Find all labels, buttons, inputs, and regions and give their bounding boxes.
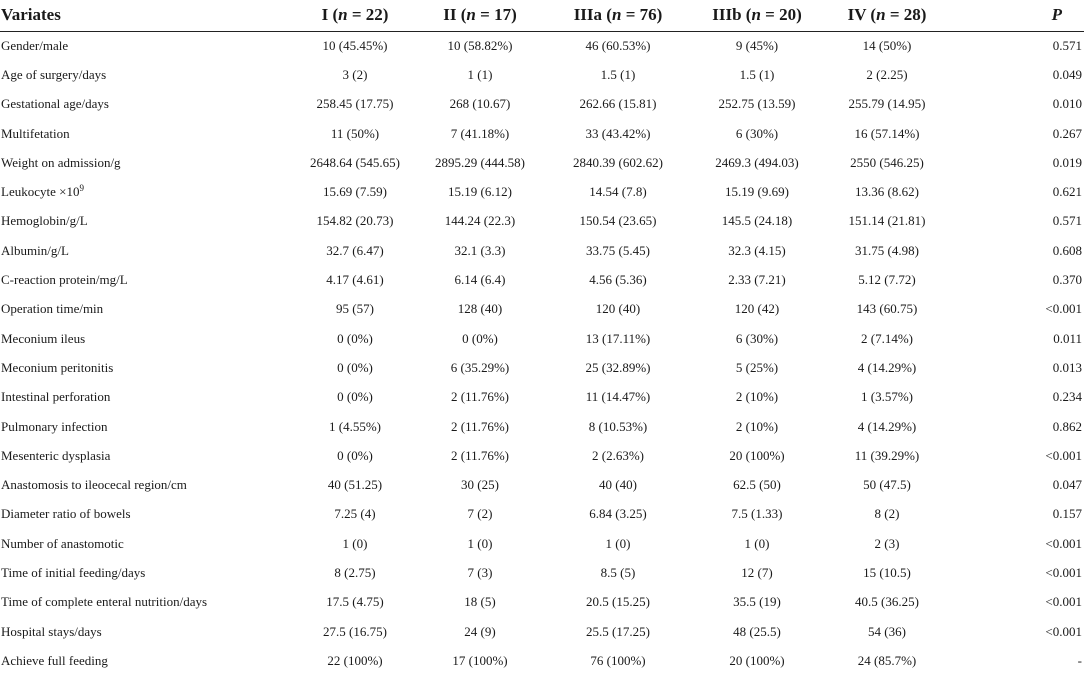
group-4-value: 6 (30%) xyxy=(735,125,779,141)
group-3-value: 2840.39 (602.62) xyxy=(573,154,663,170)
group-5-value: 5.12 (7.72) xyxy=(858,272,916,288)
variate-name-cell xyxy=(0,295,294,324)
group-5-value: 13.36 (8.62) xyxy=(855,184,919,200)
group-1-value: 22 (100%) xyxy=(327,652,383,668)
group-1-value: 27.5 (16.75) xyxy=(323,623,387,639)
header-variates: Variates xyxy=(0,0,294,31)
group-5-value: 2550 (546.25) xyxy=(850,154,924,170)
variate-name: Hospital stays/days xyxy=(1,623,102,639)
group-2-value: 10 (58.82%) xyxy=(447,37,513,53)
group-1-value: 4.17 (4.61) xyxy=(326,272,384,288)
variate-name-cell xyxy=(0,148,294,177)
group-3-value: 33.75 (5.45) xyxy=(586,242,650,258)
table-row xyxy=(0,588,1084,617)
group-2-value: 6 (35.29%) xyxy=(450,359,510,375)
group-4-value: 145.5 (24.18) xyxy=(721,213,793,229)
variate-name-cell xyxy=(0,646,294,675)
header-group-3: IIIa (n = 76) xyxy=(544,0,692,31)
group-3-value: 46 (60.53%) xyxy=(585,37,651,53)
table-row xyxy=(0,31,1084,60)
table-row xyxy=(0,353,1084,382)
header-group-1: I (n = 22) xyxy=(294,0,416,31)
group-1-value: 0 (0%) xyxy=(337,447,373,463)
variate-name: C-reaction protein/mg/L xyxy=(1,272,128,288)
variate-name: Diameter ratio of bowels xyxy=(1,506,131,522)
p-value: 0.234 xyxy=(1052,389,1082,405)
variate-name: Time of initial feeding/days xyxy=(1,564,146,580)
group-5-value: 15 (10.5) xyxy=(863,564,911,580)
group-5-value: 54 (36) xyxy=(868,623,906,639)
variate-name: Operation time/min xyxy=(1,301,104,317)
group-3-value: 8 (10.53%) xyxy=(588,418,648,434)
group-3-value: 25.5 (17.25) xyxy=(586,623,650,639)
group-3-value: 2 (2.63%) xyxy=(592,447,644,463)
group-4-value: 120 (42) xyxy=(734,301,780,317)
variate-name-cell xyxy=(0,90,294,119)
group-label: IIIa xyxy=(573,5,603,25)
group-2-value: 1 (1) xyxy=(467,66,493,82)
p-value: 0.267 xyxy=(1052,125,1082,141)
variate-name-cell xyxy=(0,31,294,60)
group-2-value: 2895.29 (444.58) xyxy=(435,154,525,170)
group-4-value: 5 (25%) xyxy=(735,359,779,375)
group-2-value: 1 (0) xyxy=(467,535,493,551)
group-5-value: 1 (3.57%) xyxy=(861,389,913,405)
group-1-value: 7.25 (4) xyxy=(334,506,376,522)
header-row xyxy=(0,0,1084,31)
variate-name-cell xyxy=(0,529,294,558)
variate-name: Meconium ileus xyxy=(1,330,86,346)
group-5-value: 2 (2.25) xyxy=(866,66,908,82)
variate-name: Albumin/g/L xyxy=(1,242,69,258)
n-symbol: n xyxy=(876,5,886,25)
table-row xyxy=(0,265,1084,294)
exponent: 9 xyxy=(79,183,84,194)
variate-name-cell xyxy=(0,177,294,206)
group-3-value: 120 (40) xyxy=(595,301,641,317)
group-4-value: 1 (0) xyxy=(744,535,770,551)
group-1-value: 8 (2.75) xyxy=(334,564,376,580)
group-3-value: 1.5 (1) xyxy=(600,66,636,82)
table-row xyxy=(0,119,1084,148)
group-1-value: 95 (57) xyxy=(336,301,374,317)
table-row xyxy=(0,558,1084,587)
group-1-value: 15.69 (7.59) xyxy=(323,184,387,200)
group-3-value: 8.5 (5) xyxy=(600,564,636,580)
variate-name: Hemoglobin/g/L xyxy=(1,213,88,229)
variate-name: Achieve full feeding xyxy=(1,652,108,668)
group-4-value: 2 (10%) xyxy=(735,418,779,434)
group-4-value: 12 (7) xyxy=(741,564,773,580)
variate-name-cell xyxy=(0,588,294,617)
p-value: <0.001 xyxy=(1045,535,1082,551)
variate-name: Weight on admission/g xyxy=(1,154,121,170)
p-value: 0.608 xyxy=(1052,242,1082,258)
group-3-value: 6.84 (3.25) xyxy=(589,506,647,522)
table-row xyxy=(0,441,1084,470)
group-1-value: 0 (0%) xyxy=(337,389,373,405)
group-1-value: 154.82 (20.73) xyxy=(316,213,394,229)
group-label: IIIb xyxy=(712,5,742,25)
p-value: 0.621 xyxy=(1052,184,1082,200)
n-symbol: n xyxy=(751,5,761,25)
p-value: <0.001 xyxy=(1045,564,1082,580)
group-1-value: 10 (45.45%) xyxy=(322,37,388,53)
group-4-value: 48 (25.5) xyxy=(733,623,781,639)
table-row xyxy=(0,148,1084,177)
p-value: <0.001 xyxy=(1045,447,1082,463)
group-n: 20 xyxy=(779,5,797,25)
group-n: 28 xyxy=(903,5,921,25)
group-5-value: 4 (14.29%) xyxy=(857,359,917,375)
group-4-value: 7.5 (1.33) xyxy=(731,506,783,522)
variate-name: Pulmonary infection xyxy=(1,418,108,434)
group-4-value: 1.5 (1) xyxy=(739,66,775,82)
table-header xyxy=(0,0,1084,31)
p-value: 0.010 xyxy=(1052,96,1082,112)
group-5-value: 16 (57.14%) xyxy=(854,125,920,141)
p-value: 0.049 xyxy=(1052,66,1082,82)
group-2-value: 2 (11.76%) xyxy=(450,447,509,463)
group-1-value: 3 (2) xyxy=(342,66,368,82)
header-p xyxy=(952,0,1084,31)
table-row xyxy=(0,90,1084,119)
group-5-value: 40.5 (36.25) xyxy=(855,594,919,610)
p-value: - xyxy=(1077,652,1082,668)
group-5-value: 8 (2) xyxy=(874,506,900,522)
variate-name-cell xyxy=(0,60,294,89)
table-row xyxy=(0,529,1084,558)
table-row xyxy=(0,295,1084,324)
group-1-value: 258.45 (17.75) xyxy=(316,96,394,112)
table-row xyxy=(0,60,1084,89)
variate-name-cell xyxy=(0,558,294,587)
p-value: 0.862 xyxy=(1052,418,1082,434)
variate-name-cell xyxy=(0,470,294,499)
group-5-value: 24 (85.7%) xyxy=(857,652,917,668)
group-4-value: 2.33 (7.21) xyxy=(728,272,786,288)
n-symbol: n xyxy=(338,5,348,25)
group-n: 22 xyxy=(365,5,383,25)
group-5-value: 14 (50%) xyxy=(862,37,912,53)
group-2-value: 144.24 (22.3) xyxy=(444,213,516,229)
group-3-value: 76 (100%) xyxy=(590,652,646,668)
header-group-4: IIIb (n = 20) xyxy=(692,0,822,31)
table-row xyxy=(0,324,1084,353)
group-1-value: 1 (4.55%) xyxy=(329,418,381,434)
table-row xyxy=(0,207,1084,236)
group-2-value: 7 (41.18%) xyxy=(450,125,510,141)
variate-name-cell xyxy=(0,500,294,529)
group-3-value: 13 (17.11%) xyxy=(585,330,651,346)
group-3-value: 150.54 (23.65) xyxy=(579,213,657,229)
table-body xyxy=(0,31,1084,676)
group-2-value: 24 (9) xyxy=(464,623,496,639)
group-2-value: 2 (11.76%) xyxy=(450,389,509,405)
variate-name: Intestinal perforation xyxy=(1,389,111,405)
table-row xyxy=(0,646,1084,675)
group-3-value: 25 (32.89%) xyxy=(585,359,651,375)
header-group-5: IV (n = 28) xyxy=(822,0,952,31)
group-4-value: 20 (100%) xyxy=(729,447,785,463)
group-3-value: 1 (0) xyxy=(605,535,631,551)
group-4-value: 62.5 (50) xyxy=(733,477,781,493)
p-value: 0.019 xyxy=(1052,154,1082,170)
group-4-value: 15.19 (9.69) xyxy=(725,184,789,200)
group-3-value: 14.54 (7.8) xyxy=(589,184,647,200)
group-n: 76 xyxy=(639,5,657,25)
group-3-value: 11 (14.47%) xyxy=(585,389,651,405)
p-value: <0.001 xyxy=(1045,594,1082,610)
variate-name-cell xyxy=(0,441,294,470)
group-label: I xyxy=(321,5,329,25)
group-5-value: 50 (47.5) xyxy=(863,477,911,493)
group-4-value: 9 (45%) xyxy=(735,37,779,53)
header-group-2: II (n = 17) xyxy=(416,0,544,31)
n-symbol: n xyxy=(466,5,476,25)
group-2-value: 17 (100%) xyxy=(452,652,508,668)
group-1-value: 2648.64 (545.65) xyxy=(310,154,400,170)
group-5-value: 2 (3) xyxy=(874,535,900,551)
group-3-value: 262.66 (15.81) xyxy=(579,96,657,112)
variate-name-cell xyxy=(0,617,294,646)
group-1-value: 11 (50%) xyxy=(330,125,380,141)
group-label: II xyxy=(443,5,457,25)
table-row xyxy=(0,383,1084,412)
variate-name-cell xyxy=(0,119,294,148)
variate-name: Mesenteric dysplasia xyxy=(1,447,111,463)
p-value: 0.157 xyxy=(1052,506,1082,522)
group-2-value: 7 (3) xyxy=(467,564,493,580)
p-value: 0.011 xyxy=(1053,330,1082,346)
group-1-value: 1 (0) xyxy=(342,535,368,551)
group-1-value: 0 (0%) xyxy=(337,330,373,346)
group-2-value: 18 (5) xyxy=(464,594,496,610)
group-4-value: 6 (30%) xyxy=(735,330,779,346)
variate-name: Gender/male xyxy=(1,37,69,53)
group-1-value: 17.5 (4.75) xyxy=(326,594,384,610)
variate-name: Age of surgery/days xyxy=(1,66,107,82)
group-4-value: 35.5 (19) xyxy=(733,594,781,610)
group-2-value: 6.14 (6.4) xyxy=(454,272,506,288)
p-symbol: P xyxy=(1051,5,1062,25)
group-3-value: 40 (40) xyxy=(599,477,637,493)
group-3-value: 4.56 (5.36) xyxy=(589,272,647,288)
group-4-value: 32.3 (4.15) xyxy=(728,242,786,258)
group-5-value: 143 (60.75) xyxy=(856,301,918,317)
table-row xyxy=(0,470,1084,499)
variate-name: Leukocyte ×10 xyxy=(1,184,80,200)
table-row xyxy=(0,500,1084,529)
group-5-value: 151.14 (21.81) xyxy=(848,213,926,229)
variate-name: Meconium peritonitis xyxy=(1,359,114,375)
group-2-value: 0 (0%) xyxy=(462,330,498,346)
group-2-value: 7 (2) xyxy=(467,506,493,522)
variate-name-cell xyxy=(0,265,294,294)
table-row xyxy=(0,412,1084,441)
table-row xyxy=(0,177,1084,206)
group-3-value: 20.5 (15.25) xyxy=(586,594,650,610)
variate-name-cell xyxy=(0,207,294,236)
n-symbol: n xyxy=(611,5,622,25)
group-4-value: 20 (100%) xyxy=(729,652,785,668)
group-2-value: 128 (40) xyxy=(457,301,503,317)
variate-name-cell xyxy=(0,236,294,265)
group-2-value: 2 (11.76%) xyxy=(450,418,509,434)
group-5-value: 4 (14.29%) xyxy=(857,418,917,434)
group-2-value: 32.1 (3.3) xyxy=(454,242,506,258)
variate-name-cell xyxy=(0,412,294,441)
group-5-value: 2 (7.14%) xyxy=(861,330,913,346)
p-value: <0.001 xyxy=(1045,623,1082,639)
variate-name: Time of complete enteral nutrition/days xyxy=(1,594,208,610)
group-1-value: 40 (51.25) xyxy=(327,477,383,493)
p-value: 0.571 xyxy=(1052,37,1082,53)
group-5-value: 255.79 (14.95) xyxy=(848,96,926,112)
group-3-value: 33 (43.42%) xyxy=(585,125,651,141)
variate-name-cell xyxy=(0,383,294,412)
group-4-value: 2 (10%) xyxy=(735,389,779,405)
group-1-value: 32.7 (6.47) xyxy=(326,242,384,258)
group-n: 17 xyxy=(494,5,512,25)
group-4-value: 252.75 (13.59) xyxy=(718,96,796,112)
variate-name: Anastomosis to ileocecal region/cm xyxy=(1,477,187,493)
p-value: <0.001 xyxy=(1045,301,1082,317)
group-4-value: 2469.3 (494.03) xyxy=(715,154,799,170)
variate-name-cell xyxy=(0,324,294,353)
group-1-value: 0 (0%) xyxy=(337,359,373,375)
group-2-value: 30 (25) xyxy=(461,477,499,493)
p-value: 0.571 xyxy=(1052,213,1082,229)
group-2-value: 15.19 (6.12) xyxy=(448,184,512,200)
p-value: 0.013 xyxy=(1052,359,1082,375)
variate-name-cell xyxy=(0,353,294,382)
variate-name: Multifetation xyxy=(1,125,70,141)
group-label: IV xyxy=(847,5,867,25)
variate-name: Number of anastomotic xyxy=(1,535,124,551)
table-row xyxy=(0,236,1084,265)
group-5-value: 31.75 (4.98) xyxy=(855,242,919,258)
variate-name: Gestational age/days xyxy=(1,96,109,112)
group-2-value: 268 (10.67) xyxy=(449,96,511,112)
p-value: 0.370 xyxy=(1052,272,1082,288)
group-5-value: 11 (39.29%) xyxy=(854,447,920,463)
table-row xyxy=(0,617,1084,646)
p-value: 0.047 xyxy=(1052,477,1082,493)
